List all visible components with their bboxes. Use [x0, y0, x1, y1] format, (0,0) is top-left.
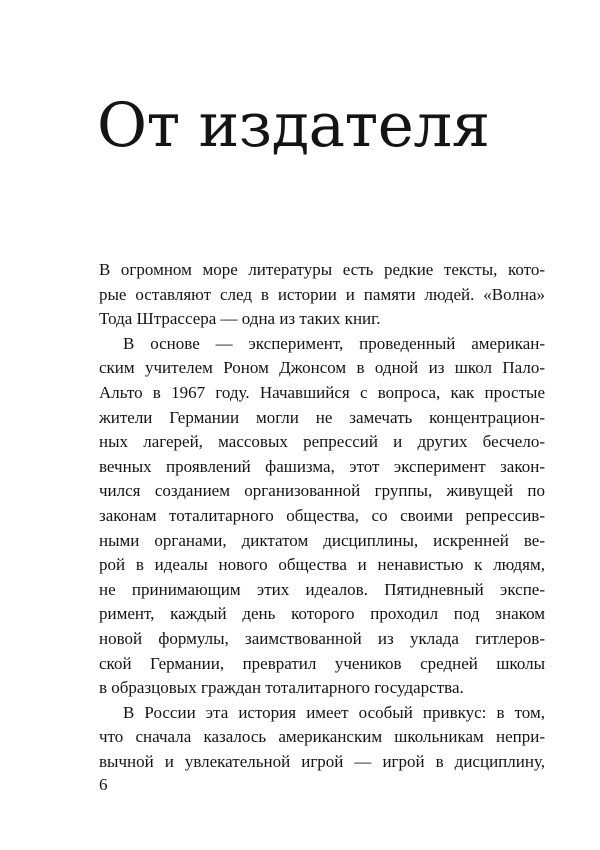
text-line: жители Германии могли не замечать концентрацион-	[99, 407, 545, 427]
text-line: ных лагерей, массовых репрессий и других бесчело-	[99, 432, 545, 452]
text-line: ными органами, диктатом дисциплины, искренней ве-	[99, 530, 545, 550]
paragraph-2	[99, 332, 545, 701]
text-line: В России эта история имеет особый привкус: в том,	[123, 702, 545, 722]
text-line: не принимающим этих идеалов. Пятидневный экспе-	[99, 579, 545, 599]
text-line: ской Германии, превратил учеников средней школы	[99, 653, 545, 673]
body-text	[99, 258, 545, 774]
text-line: законам тоталитарного общества, со своими репрессив-	[99, 505, 545, 525]
paragraph-1	[99, 258, 545, 332]
text-line: новой формулы, заимствованной из уклада гитлеров-	[99, 628, 545, 648]
paragraph-3	[99, 701, 545, 775]
text-line: вечных проявлений фашизма, этот эксперимент закон-	[99, 456, 545, 476]
text-line: Тода Штрассера — одна из таких книг.	[99, 309, 381, 329]
text-line: что сначала казалось американским школьникам непри-	[99, 727, 545, 747]
text-line: рой в идеалы нового общества и ненавистью к людям,	[99, 555, 545, 575]
text-line: римент, каждый день которого проходил под знаком	[99, 604, 545, 624]
text-line: рые оставляют след в истории и памяти людей. «Волна»	[99, 284, 545, 304]
text-line: вычной и увлекательной игрой — игрой в дисциплину,	[99, 751, 545, 771]
text-line: в образцовых граждан тоталитарного государства.	[99, 678, 464, 698]
text-line: В основе — эксперимент, проведенный американ-	[123, 333, 545, 353]
text-line: чился созданием организованной группы, живущей по	[99, 481, 545, 501]
text-line: ским учителем Роном Джонсом в одной из школ Пало-	[99, 358, 545, 378]
text-line: В огромном море литературы есть редкие тексты, кото-	[99, 260, 545, 279]
chapter-title: От издателя	[97, 90, 490, 161]
page-number: 6	[99, 775, 108, 794]
text-line: Альто в 1967 году. Начавшийся с вопроса, как простые	[99, 382, 545, 402]
